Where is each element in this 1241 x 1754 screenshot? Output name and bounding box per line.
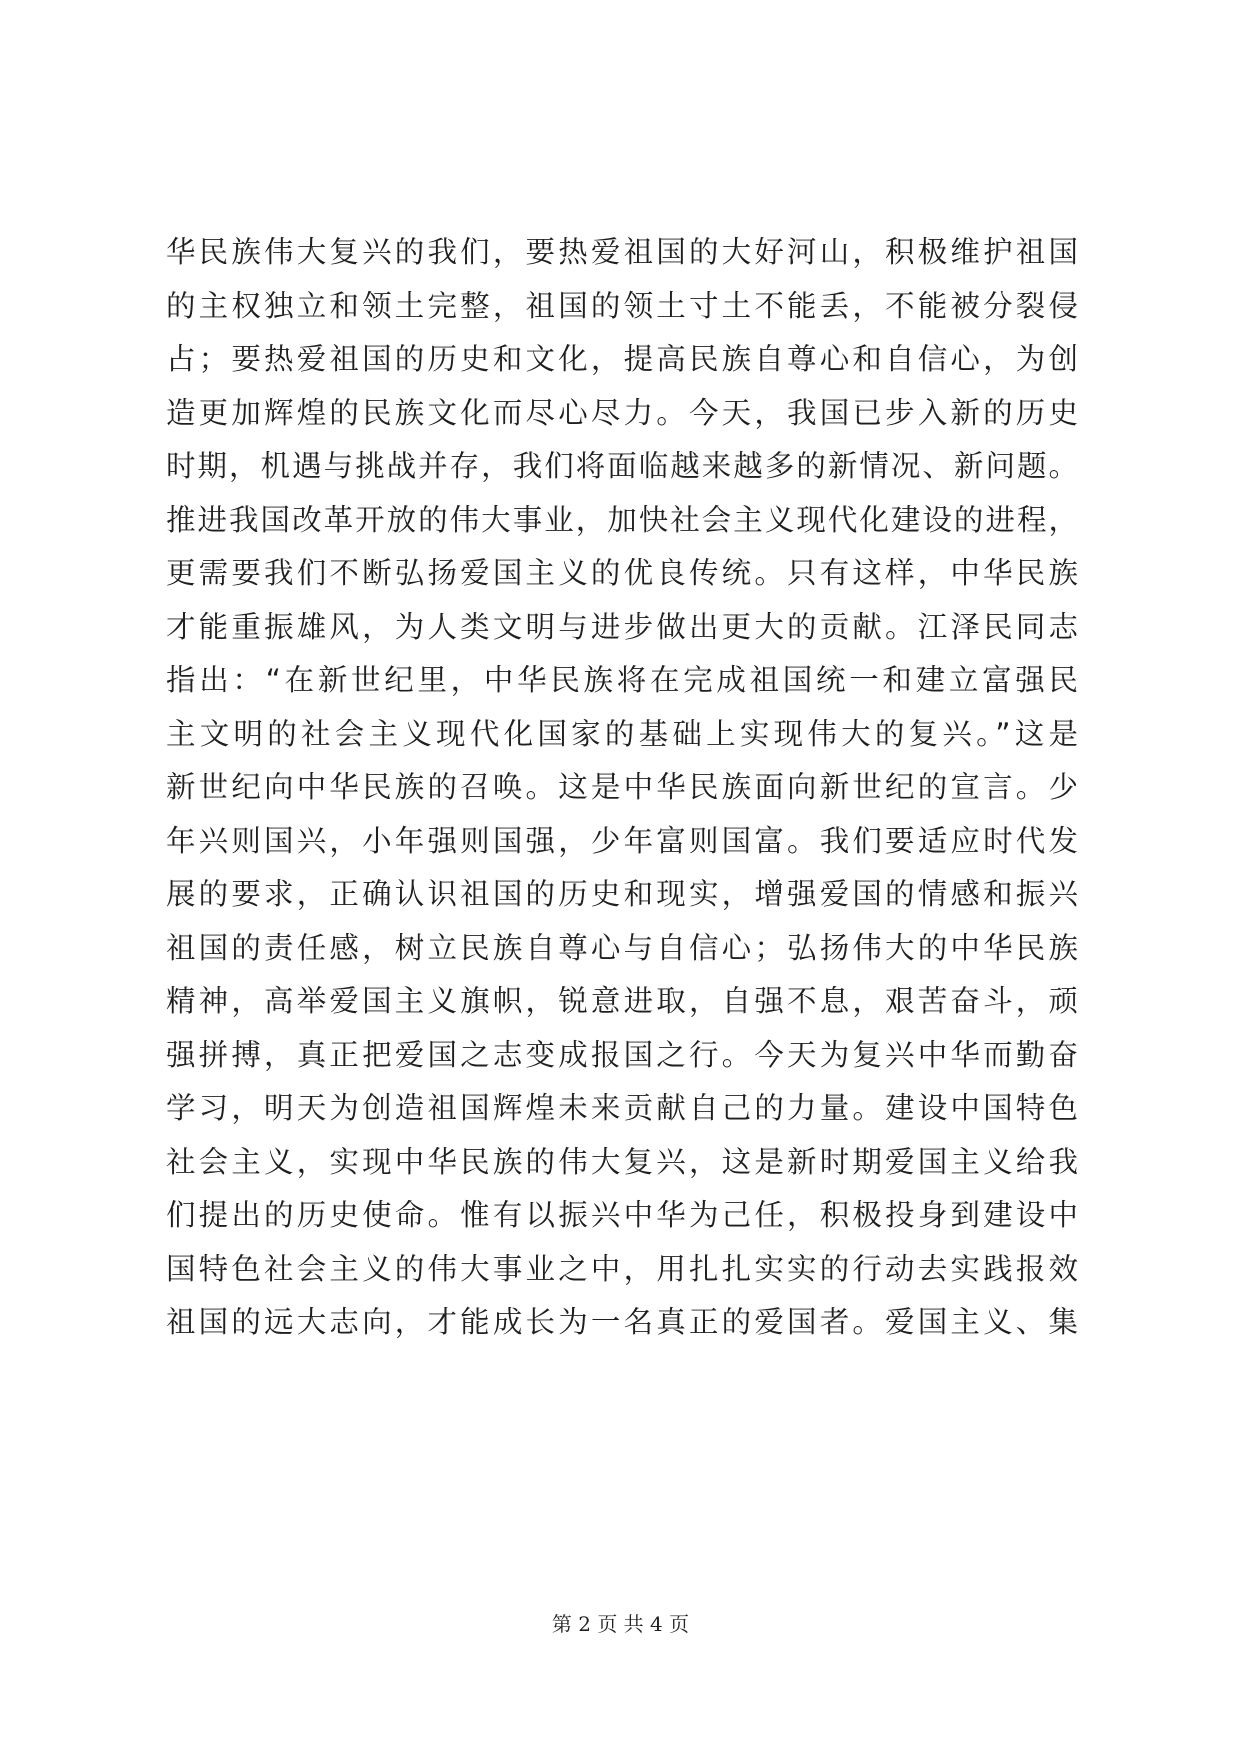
text-line: 指出：“在新世纪里，中华民族将在完成祖国统一和建立富强民: [166, 663, 1078, 697]
text-line: 学习，明天为创造祖国辉煌未来贡献自己的力量。建设中国特色: [166, 1091, 1078, 1125]
text-line: 们提出的历史使命。惟有以振兴中华为己任，积极投身到建设中: [166, 1198, 1078, 1232]
text-line: 年兴则国兴，小年强则国强，少年富则国富。我们要适应时代发: [166, 823, 1078, 858]
text-line: 更需要我们不断弘扬爱国主义的优良传统。只有这样，中华民族: [166, 556, 1078, 590]
body-text: [166, 226, 1078, 1350]
text-line: 主文明的社会主义现代化国家的基础上实现伟大的复兴。”这是: [166, 716, 1078, 751]
text-line: 占；要热爱祖国的历史和文化，提高民族自尊心和自信心，为创: [166, 342, 1078, 376]
text-line: 国特色社会主义的伟大事业之中，用扎扎实实的行动去实践报效: [166, 1251, 1078, 1286]
text-line: 强拼搏，真正把爱国之志变成报国之行。今天为复兴中华而勤奋: [166, 1037, 1078, 1072]
text-line: 推进我国改革开放的伟大事业，加快社会主义现代化建设的进程，: [166, 502, 1078, 537]
text-line: 造更加辉煌的民族文化而尽心尽力。今天，我国已步入新的历史: [166, 395, 1078, 430]
text-line: 时期，机遇与挑战并存，我们将面临越来越多的新情况、新问题。: [166, 449, 1078, 483]
text-line: 展的要求，正确认识祖国的历史和现实，增强爱国的情感和振兴: [166, 877, 1078, 911]
text-line: 祖国的远大志向，才能成长为一名真正的爱国者。爱国主义、集: [166, 1305, 1078, 1339]
text-line: 精神，高举爱国主义旗帜，锐意进取，自强不息，艰苦奋斗，顽: [166, 984, 1078, 1018]
text-line: 华民族伟大复兴的我们，要热爱祖国的大好河山，积极维护祖国: [166, 235, 1078, 269]
page-footer: 第 2 页 共 4 页: [551, 1612, 690, 1636]
text-line: 才能重振雄风，为人类文明与进步做出更大的贡献。江泽民同志: [166, 609, 1078, 644]
text-line: 的主权独立和领土完整，祖国的领土寸土不能丢，不能被分裂侵: [166, 288, 1078, 323]
text-line: 新世纪向中华民族的召唤。这是中华民族面向新世纪的宣言。少: [166, 770, 1078, 804]
text-line: 社会主义，实现中华民族的伟大复兴，这是新时期爱国主义给我: [166, 1144, 1078, 1179]
text-line: 祖国的责任感，树立民族自尊心与自信心；弘扬伟大的中华民族: [166, 930, 1078, 965]
